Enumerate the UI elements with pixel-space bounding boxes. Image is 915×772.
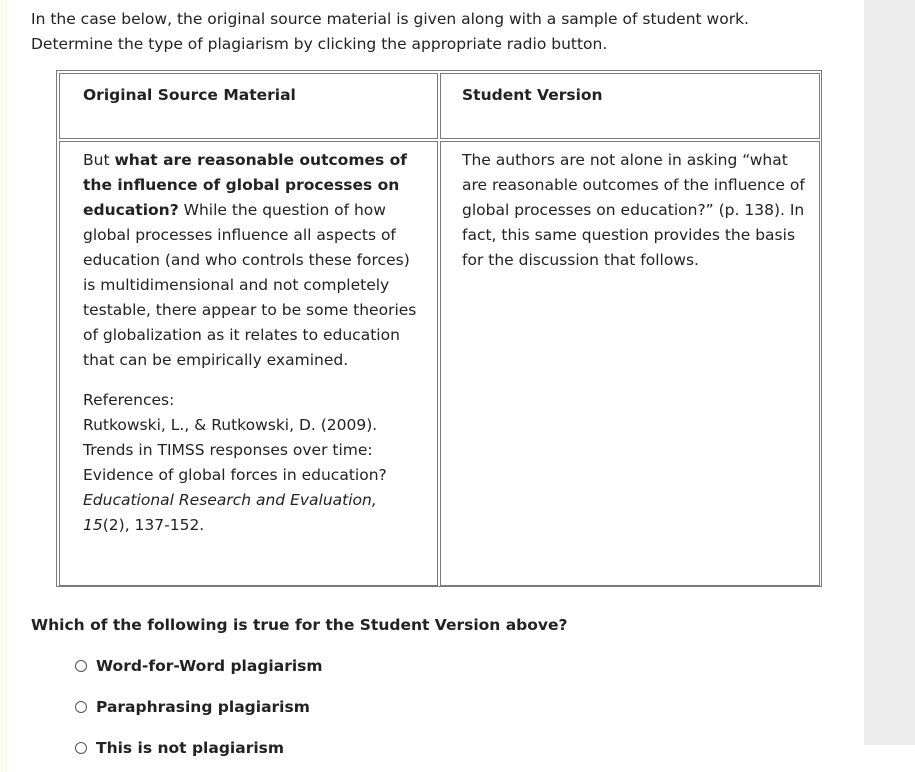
source-passage — [83, 148, 437, 373]
radio-button[interactable] — [75, 660, 87, 672]
journal-volume: 15 — [83, 516, 103, 534]
option-label: Paraphrasing plagiarism — [96, 697, 310, 716]
right-side-panel — [864, 0, 915, 745]
issue-pages: (2), 137-152. — [102, 516, 205, 534]
option-label: This is not plagiarism — [96, 738, 285, 757]
student-version-header — [440, 73, 820, 139]
original-source-header-label: Original Source Material — [83, 86, 296, 104]
radio-button[interactable] — [75, 742, 87, 754]
option-word-for-word[interactable] — [75, 653, 323, 678]
option-not-plagiarism[interactable] — [75, 735, 284, 760]
comparison-table — [56, 70, 822, 587]
instructions-line-1: In the case below, the original source material is given along with a sample of student work. — [31, 10, 749, 28]
radio-button[interactable] — [75, 701, 87, 713]
option-paraphrasing[interactable] — [75, 694, 310, 719]
references — [83, 388, 437, 538]
instructions-line-2: Determine the type of plagiarism by clicking the appropriate radio button. — [31, 35, 608, 53]
original-source-cell — [59, 141, 438, 586]
student-version-cell — [440, 141, 820, 586]
option-label: Word-for-Word plagiarism — [96, 656, 323, 675]
reference-citation — [83, 413, 421, 538]
source-rest: While the question of how global processes influence all aspects of education (and who controls these forces) is multidimensional and not completely testable, there appear to be some theories of globalization as it relates to education that can be empirically examined. — [83, 201, 417, 369]
student-version-header-label: Student Version — [462, 86, 603, 104]
source-bold-question: what are reasonable outcomes of the influence of global processes on education? — [83, 151, 408, 219]
journal-name: Educational Research and Evaluation, — [83, 491, 377, 509]
source-intro: But — [83, 151, 115, 169]
instructions — [31, 7, 851, 57]
original-source-header — [59, 73, 438, 139]
left-border-strip — [0, 0, 7, 772]
student-passage: The authors are not alone in asking “what are reasonable outcomes of the influence of global processes on education?” (p. 138). In fact, this same question provides the basis for the discussion that follows. — [462, 151, 805, 269]
citation-text: Rutkowski, L., & Rutkowski, D. (2009). Trends in TIMSS responses over time: Evidence of global forces in education? — [83, 416, 387, 484]
references-label: References: — [83, 391, 175, 409]
question-text: Which of the following is true for the Student Version above? — [31, 616, 568, 634]
